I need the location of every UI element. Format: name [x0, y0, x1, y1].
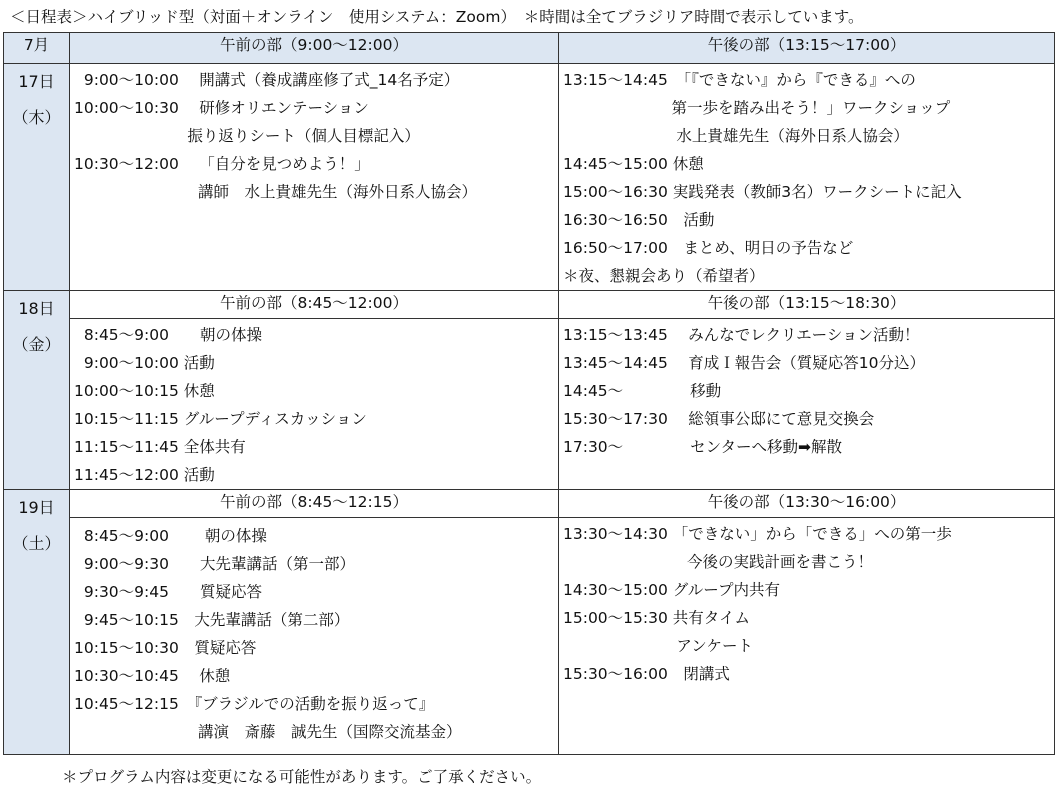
schedule-item: 10:45～12:15 『ブラジルでの活動を振り返って』: [74, 695, 435, 713]
schedule-item: 11:45～12:00 活動: [74, 466, 215, 484]
schedule-item: 8:45～9:00 朝の体操: [74, 527, 267, 545]
schedule-item: 17:30～ センターへ移動➡解散: [563, 438, 842, 456]
schedule-item: 10:00～10:15 休憩: [74, 382, 215, 400]
schedule-item: 14:45～15:00 休憩: [563, 155, 704, 173]
footer-note: ＊プログラム内容は変更になる可能性があります。ご了承ください。: [62, 768, 542, 786]
month-header: 7月: [4, 33, 70, 64]
am-header: 午前の部（9:00～12:00）: [70, 33, 559, 64]
pm-program-19: [559, 518, 1055, 755]
day-cell-17: [4, 64, 70, 291]
schedule-item: 15:30～17:30 総領事公邸にて意見交換会: [563, 410, 875, 428]
schedule-item: 講演 斎藤 誠先生（国際交流基金）: [74, 723, 462, 741]
schedule-item: 水上貴雄先生（海外日系人協会）: [563, 127, 909, 145]
am-program-17: [70, 64, 559, 291]
day-weekday: （土）: [12, 534, 61, 553]
schedule-item: 今後の実践計画を書こう！: [563, 553, 874, 571]
am-subheader-18: 午前の部（8:45～12:00）: [70, 291, 559, 319]
schedule-item: 振り返りシート（個人目標記入）: [74, 127, 420, 145]
pm-program-17: [559, 64, 1055, 291]
pm-subheader-18: 午後の部（13:15～18:30）: [559, 291, 1055, 319]
day-row-17: [4, 64, 1055, 291]
day-date: 19日: [18, 498, 55, 517]
am-lines: [70, 319, 558, 489]
day-row-18: [4, 319, 1055, 490]
schedule-item: アンケート: [563, 637, 753, 655]
schedule-item: 10:00～10:30 研修オリエンテーション: [74, 99, 369, 117]
schedule-item: 16:50～17:00 まとめ、明日の予告など: [563, 239, 854, 257]
schedule-item: 13:15～13:45 みんなでレクリエーション活動！: [563, 326, 920, 344]
table-header-row: [4, 33, 1055, 64]
schedule-item: 8:45～9:00 朝の体操: [74, 326, 262, 344]
schedule-item: 15:00～16:30 実践発表（教師3名）ワークシートに記入: [563, 183, 962, 201]
am-lines: [70, 64, 558, 206]
pm-subheader-19: 午後の部（13:30～16:00）: [559, 490, 1055, 518]
schedule-item: 14:45～ 移動: [563, 382, 722, 400]
schedule-item: 講師 水上貴雄先生（海外日系人協会）: [74, 183, 478, 201]
day-19-subheader-row: [4, 490, 1055, 518]
pm-program-18: [559, 319, 1055, 490]
schedule-item: 15:00～15:30 共有タイム: [563, 609, 750, 627]
schedule-item: 14:30～15:00 グループ内共有: [563, 581, 781, 599]
pm-lines: [559, 518, 1054, 688]
am-program-19: [70, 518, 559, 755]
schedule-item: 15:30～16:00 閉講式: [563, 665, 730, 683]
day-18-subheader-row: [4, 291, 1055, 319]
schedule-item: 13:15～14:45 「『できない』から『できる』への: [563, 71, 916, 89]
schedule-item: 9:45～10:15 大先輩講話（第二部）: [74, 611, 350, 629]
schedule-item: 11:15～11:45 全体共有: [74, 438, 246, 456]
day-row-19: [4, 518, 1055, 755]
schedule-item: 9:30～9:45 質疑応答: [74, 583, 262, 601]
schedule-item: 9:00～10:00 活動: [74, 354, 215, 372]
header-note: ＜日程表＞ハイブリッド型（対面＋オンライン 使用システム：Zoom） ＊時間は全てブラジリア時間で表示しています。: [10, 8, 864, 26]
day-weekday: （金）: [12, 335, 61, 354]
schedule-table: [3, 32, 1055, 755]
day-weekday: （木）: [12, 108, 61, 127]
schedule-item: 13:45～14:45 育成Ｉ報告会（質疑応答10分込）: [563, 354, 925, 372]
schedule-item: 10:15～10:30 質疑応答: [74, 639, 257, 657]
am-subheader-19: 午前の部（8:45～12:15）: [70, 490, 559, 518]
pm-lines: [559, 64, 1054, 290]
day-cell-19: [4, 490, 70, 755]
day-cell-18: [4, 291, 70, 490]
pm-lines: [559, 319, 1054, 461]
schedule-item: 9:00～10:00 開講式（養成講座修了式_14名予定）: [74, 71, 460, 89]
day-date: 17日: [18, 72, 55, 91]
day-date: 18日: [18, 299, 55, 318]
schedule-item: 9:00～9:30 大先輩講話（第一部）: [74, 555, 355, 573]
pm-header: 午後の部（13:15～17:00）: [559, 33, 1055, 64]
am-lines: [70, 518, 558, 746]
schedule-item: ＊夜、懇親会あり（希望者）: [563, 267, 765, 285]
schedule-item: 10:15～11:15 グループディスカッション: [74, 410, 367, 428]
schedule-item: 13:30～14:30 「できない」から「できる」への第一歩: [563, 525, 952, 543]
am-program-18: [70, 319, 559, 490]
schedule-item: 10:30～12:00 「自分を見つめよう！」: [74, 155, 370, 173]
schedule-item: 16:30～16:50 活動: [563, 211, 715, 229]
schedule-item: 10:30～10:45 休憩: [74, 667, 231, 685]
schedule-item: 第一歩を踏み出そう！」ワークショップ: [563, 99, 951, 117]
